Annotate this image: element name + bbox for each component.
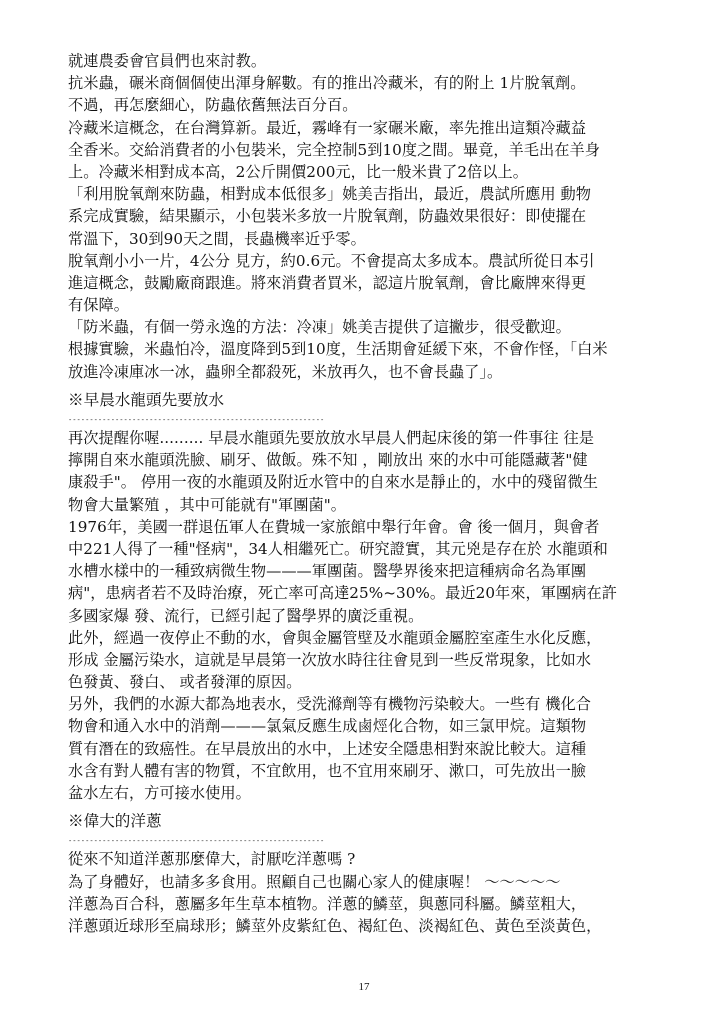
text-line: 中221人得了一種"怪病"，34人相繼死亡。研究證實，其元兇是存在於 水龍頭和 xyxy=(68,539,608,558)
text-line: 再次提醒你喔......... 早晨水龍頭先要放放水早晨人們起床後的第一件事往 往是 xyxy=(68,429,595,447)
text-line: 形成 金屬污染水，這就是早晨第一次放水時往往會見到一些反常現象，比如水 xyxy=(68,650,591,669)
text-line: 洋蔥為百合科，蔥屬多年生草本植物。洋蔥的鱗莖，與蔥同科屬。鱗莖粗大， xyxy=(68,894,587,913)
text-line: 有保障。 xyxy=(68,296,129,315)
text-line: 康殺手"。 停用一夜的水龍頭及附近水管中的自來水是靜止的，水中的殘留微生 xyxy=(68,473,598,492)
text-line: 盆水左右，方可接水使用。 xyxy=(68,784,251,802)
separator-line: ------------------------------------------------------------ xyxy=(68,415,325,424)
section-heading-faucet: ※早晨水龍頭先要放水 xyxy=(68,390,224,409)
text-line: 水含有對人體有害的物質，不宜飲用，也不宜用來刷牙、漱口，可先放出一臉 xyxy=(68,761,587,780)
text-line: 冷藏米這概念，在台灣算新。最近，霧峰有一家碾米廠，率先推出這類冷藏益 xyxy=(68,118,587,137)
text-line: 就連農委會官員們也來討教。 xyxy=(68,52,267,70)
page-number: 17 xyxy=(358,981,370,993)
text-line: 全香米。交給消費者的小包裝米，完全控制5到10度之間。畢竟，羊毛出在羊身 xyxy=(68,140,600,159)
text-line: 進這概念，鼓勵廠商跟進。將來消費者買米，認這片脫氧劑，會比廠牌來得更 xyxy=(68,273,587,292)
document-body xyxy=(68,50,668,937)
text-line: 放進冷凍庫冰一冰，蟲卵全都殺死，米放再久，也不會長蟲了」。 xyxy=(68,362,503,381)
text-line: 「利用脫氧劑來防蟲，相對成本低很多」姚美吉指出，最近，農試所應用 動物 xyxy=(68,185,591,204)
paragraph-faucet-water xyxy=(68,427,668,804)
separator-line: ------------------------------------------------------------ xyxy=(68,836,325,846)
text-line: 根據實驗，米蟲怕冷，溫度降到5到10度，生活期會延緩下來，不會作怪，「白米 xyxy=(68,340,608,359)
text-line: 擰開自來水龍頭洗臉、刷牙、做飯。殊不知 ，剛放出 來的水中可能隱藏著"健 xyxy=(68,451,588,470)
text-line: 1976年，美國一群退伍軍人在費城一家旅館中舉行年會。會 後一個月，與會者 xyxy=(68,517,600,536)
section-heading-onion: ※偉大的洋蔥 xyxy=(68,812,162,831)
text-line: 抗米蟲，碾米商個個使出渾身解數。有的推出冷藏米，有的附上 1片脫氧劑。 xyxy=(68,74,586,93)
text-line: 不過，再怎麼細心，防蟲依舊無法百分百。 xyxy=(68,96,358,115)
text-line: 質有潛在的致癌性。在早晨放出的水中，上述安全隱患相對來說比較大。這種 xyxy=(68,739,587,758)
text-line: 水槽水樣中的一種致病微生物———軍團菌。醫學界後來把這種病命名為軍團 xyxy=(68,562,587,581)
text-line: 病"，患病者若不及時治療，死亡率可高達25%~30%。最近20年來，軍團病在許 xyxy=(68,584,617,603)
text-line: 從來不知道洋蔥那麼偉大，討厭吃洋蔥嗎 ? xyxy=(68,850,356,869)
text-line: 上。冷藏米相對成本高，2公斤開價200元，比一般米貴了2倍以上。 xyxy=(68,162,528,181)
text-line: 為了身體好，也請多多食用。照顧自己也關心家人的健康喔！ ～～～～～ xyxy=(68,872,561,891)
paragraph-rice-pests xyxy=(68,50,668,383)
text-line: 色發黃、發白、 或者發渾的原因。 xyxy=(68,673,302,692)
text-line: 洋蔥頭近球形至扁球形；鱗莖外皮紫紅色、褐紅色、淡褐紅色、黃色至淡黃色， xyxy=(68,916,602,935)
text-line: 物會大量繁殖 ，其中可能就有"軍團菌"。 xyxy=(68,495,346,514)
text-line: 「防米蟲，有個一勞永逸的方法：冷凍」姚美吉提供了這撇步，很受歡迎。 xyxy=(68,318,571,337)
text-line: 此外，經過一夜停止不動的水，會與金屬管壁及水龍頭金屬腔室產生水化反應， xyxy=(68,628,602,647)
paragraph-onion xyxy=(68,848,668,937)
text-line: 物會和通入水中的消劑———氯氣反應生成鹵烴化合物，如三氯甲烷。這類物 xyxy=(68,717,587,736)
text-line: 常溫下，30到90天之間，長蟲機率近乎零。 xyxy=(68,229,366,248)
text-line: 系完成實驗，結果顯示，小包裝米多放一片脫氧劑，防蟲效果很好：即使擺在 xyxy=(68,207,587,226)
text-line: 另外，我們的水源大都為地表水，受洗滌劑等有機物污染較大。一些有 機化合 xyxy=(68,695,591,714)
text-line: 多國家爆 發、流行，已經引起了醫學界的廣泛重視。 xyxy=(68,606,424,625)
text-line: 脫氧劑小小一片，4公分 見方，約0.6元。不會提高太多成本。農試所從日本引 xyxy=(68,251,595,270)
